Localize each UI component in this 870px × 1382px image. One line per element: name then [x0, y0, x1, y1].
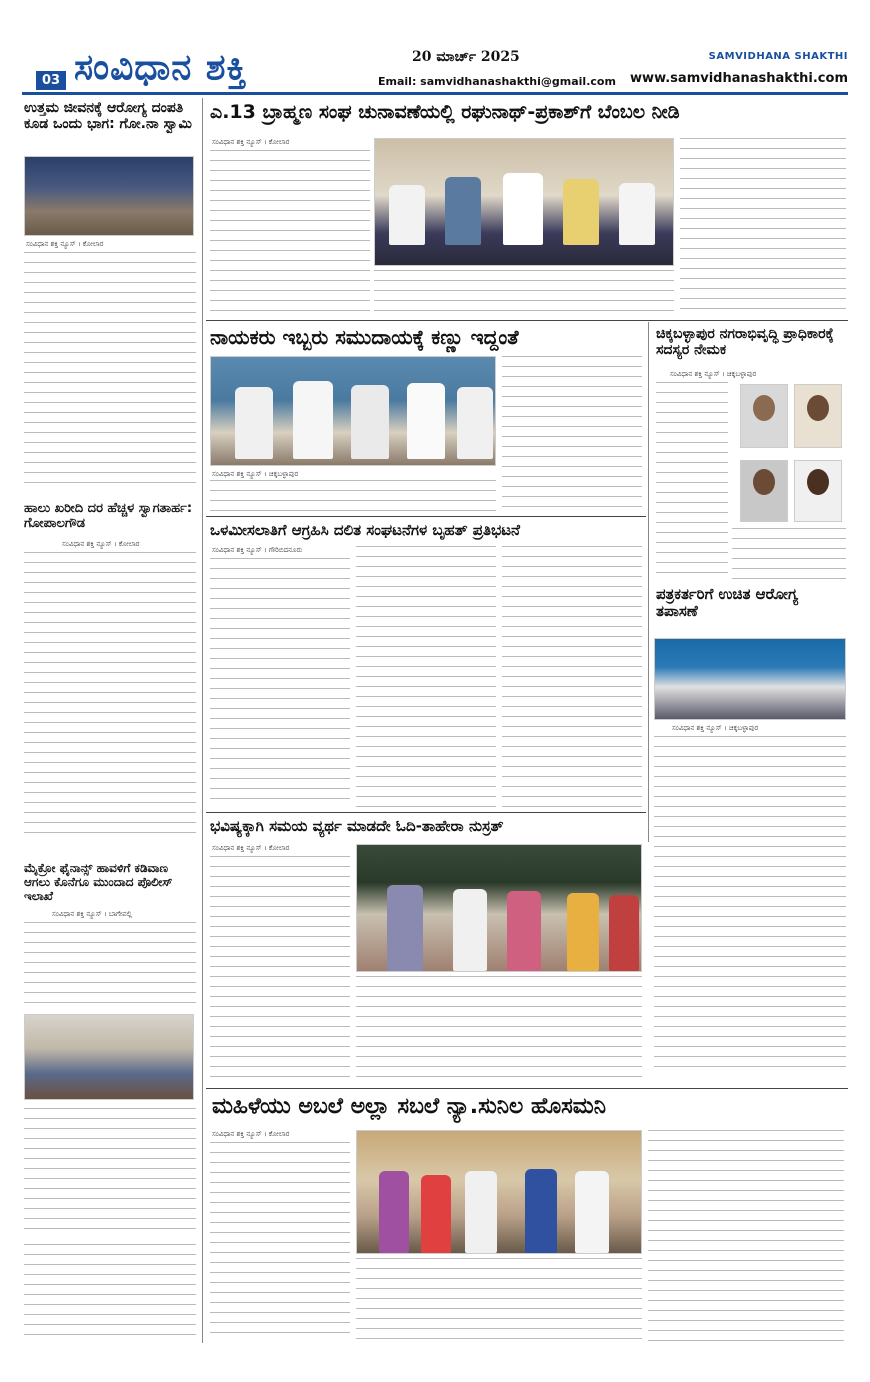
article-brahmin-sangha	[206, 98, 848, 318]
article-health-couple	[22, 98, 198, 498]
body-lines	[24, 552, 196, 837]
person-figure	[421, 1175, 451, 1253]
person-figure	[389, 185, 425, 245]
body-lines	[356, 1258, 642, 1342]
headline: ಚಿಕ್ಕಬಳ್ಳಾಪುರ ನಗರಾಭಿವೃದ್ಧಿ ಪ್ರಾಧಿಕಾರಕ್ಕೆ ಸದಸ್ಯರ ನೇಮಕ	[656, 326, 834, 359]
person-figure	[507, 891, 541, 971]
body-lines	[24, 252, 196, 492]
headline: ಉತ್ತಮ ಜೀವನಕ್ಕೆ ಆರೋಗ್ಯ ದಂಪತಿ ಕೂಡ ಒಂದು ಭಾಗ: ಗೋ.ನಾ ಸ್ವಾಮಿ	[24, 100, 192, 133]
headline: ಎ.13 ಬ್ರಾಹ್ಮಣ ಸಂಘ ಚುನಾವಣೆಯಲ್ಲಿ ರಘುನಾಥ್-ಪ್ರಕಾಶ್‌ಗೆ ಬೆಂಬಲ ನೀಡಿ	[210, 101, 680, 123]
contact-email: Email: samvidhanashakthi@gmail.com	[378, 75, 616, 88]
person-figure	[575, 1171, 609, 1253]
byline: ಸಂವಿಧಾನ ಶಕ್ತಿ ನ್ಯೂಸ್ । ಕೋಲಾರ	[212, 844, 290, 852]
article-micro-finance	[22, 860, 198, 1240]
section-rule	[206, 516, 646, 517]
person-figure	[387, 885, 423, 971]
article-photo	[24, 156, 194, 236]
body-lines	[356, 546, 496, 808]
article-dalit-protest	[206, 518, 646, 810]
byline: ಸಂವಿಧಾನ ಶಕ್ತಿ ನ್ಯೂಸ್ । ಬಾಗೇಪಲ್ಲಿ	[52, 910, 132, 918]
section-rule	[206, 1088, 848, 1089]
person-figure	[609, 895, 639, 971]
byline: ಸಂವಿಧಾನ ಶಕ್ತಿ ನ್ಯೂಸ್ । ಕೋಲಾರ	[26, 240, 104, 248]
member-portrait	[794, 460, 842, 522]
person-figure	[465, 1171, 497, 1253]
article-tahera-nusrat	[206, 814, 646, 1086]
column-divider	[202, 98, 203, 1343]
body-lines	[210, 480, 496, 514]
masthead	[22, 45, 848, 93]
article-journalist-health	[652, 582, 848, 1082]
body-lines	[210, 558, 350, 808]
brand-latin: SAMVIDHANA SHAKTHI	[708, 51, 848, 62]
article-cuda-members	[652, 322, 848, 580]
article-photo	[654, 638, 846, 720]
person-figure	[567, 893, 599, 971]
body-lines	[648, 1130, 844, 1342]
headline: ನಾಯಕರು ಇಬ್ಬರು ಸಮುದಾಯಕ್ಕೆ ಕಣ್ಣು ಇದ್ದಂತೆ	[210, 325, 519, 349]
byline: ಸಂವಿಧಾನ ಶಕ್ತಿ ನ್ಯೂಸ್ । ಚಿಕ್ಕಬಳ್ಳಾಪುರ	[672, 724, 759, 732]
body-lines	[502, 356, 642, 514]
body-lines	[680, 138, 846, 318]
article-photo	[24, 1014, 194, 1100]
person-figure	[503, 173, 543, 245]
member-portrait	[740, 384, 788, 448]
section-rule	[206, 812, 646, 813]
byline: ಸಂವಿಧಾನ ಶಕ್ತಿ ನ್ಯೂಸ್ । ಗೌರಿಬಿದನೂರು	[212, 546, 303, 554]
person-figure	[293, 381, 333, 459]
article-photo	[356, 844, 642, 972]
body-lines	[732, 528, 846, 580]
continued-lines	[24, 1244, 196, 1344]
headline: ಒಳಮೀಸಲಾತಿಗೆ ಆಗ್ರಹಿಸಿ ದಲಿತ ಸಂಘಟನೆಗಳ ಬೃಹತ್ ಪ್ರತಿಭಟನೆ	[210, 521, 520, 539]
member-portrait	[794, 384, 842, 448]
article-nayakaru	[206, 322, 644, 514]
website-link[interactable]: www.samvidhanashakthi.com	[630, 71, 848, 86]
person-figure	[407, 383, 445, 459]
body-lines	[210, 150, 370, 318]
member-portrait	[740, 460, 788, 522]
newspaper-logo: ಸಂವಿಧಾನ ಶಕ್ತಿ	[74, 47, 248, 88]
article-milk-price	[22, 500, 198, 840]
byline: ಸಂವಿಧಾನ ಶಕ್ತಿ ನ್ಯೂಸ್ । ಕೋಲಾರ	[212, 138, 290, 146]
masthead-rule	[22, 92, 848, 95]
person-figure	[563, 179, 599, 245]
person-figure	[619, 183, 655, 245]
article-women-empowerment	[206, 1090, 848, 1348]
body-lines	[210, 856, 350, 1082]
byline: ಸಂವಿಧಾನ ಶಕ್ತಿ ನ್ಯೂಸ್ । ಚಿಕ್ಕಬಳ್ಳಾಪುರ	[212, 470, 299, 478]
person-figure	[235, 387, 273, 459]
headline: ಮಹಿಳೆಯು ಅಬಲೆ ಅಲ್ಲಾ ಸಬಲೆ ನ್ಯಾ.ಸುನಿಲ ಹೊಸಮನಿ	[212, 1094, 606, 1119]
headline: ಪತ್ರಕರ್ತರಿಗೆ ಉಚಿತ ಆರೋಗ್ಯ ತಪಾಸಣೆ	[656, 585, 799, 621]
person-figure	[457, 387, 493, 459]
person-figure	[379, 1171, 409, 1253]
body-lines	[24, 922, 196, 1012]
person-figure	[453, 889, 487, 971]
headline: ಮೈಕ್ರೋ ಫೈನಾನ್ಸ್ ಹಾವಳಿಗೆ ಕಡಿವಾಣ ಆಗಲು ಕೊನೆಗೂ ಮುಂದಾದ ಪೊಲೀಸ್ ಇಲಾಖೆ	[24, 861, 173, 903]
article-photo	[356, 1130, 642, 1254]
body-lines	[374, 270, 674, 318]
headline: ಭವಿಷ್ಯಕ್ಕಾಗಿ ಸಮಯ ವ್ಯರ್ಥ ಮಾಡದೇ ಓದಿ-ತಾಹೇರಾ ನುಸ್ರತ್	[210, 817, 504, 835]
issue-date: 20 ಮಾರ್ಚ್ 2025	[412, 49, 520, 65]
column-divider	[648, 322, 649, 842]
article-photo	[210, 356, 496, 466]
article-photo	[374, 138, 674, 266]
person-figure	[445, 177, 481, 245]
body-lines	[656, 382, 728, 580]
body-lines	[24, 1108, 196, 1238]
byline: ಸಂವಿಧಾನ ಶಕ್ತಿ ನ್ಯೂಸ್ । ಚಿಕ್ಕಬಳ್ಳಾಪುರ	[670, 370, 757, 378]
person-figure	[351, 385, 389, 459]
headline: ಹಾಲು ಖರೀದಿ ದರ ಹೆಚ್ಚಳ ಸ್ವಾಗತಾರ್ಹ: ಗೋಪಾಲಗೌಡ	[24, 501, 193, 531]
body-lines	[654, 736, 846, 1076]
byline: ಸಂವಿಧಾನ ಶಕ್ತಿ ನ್ಯೂಸ್ । ಕೋಲಾರ	[62, 540, 140, 548]
person-figure	[525, 1169, 557, 1253]
body-lines	[356, 976, 642, 1082]
body-lines	[210, 1142, 350, 1342]
section-rule	[206, 320, 848, 321]
body-lines	[502, 546, 642, 808]
byline: ಸಂವಿಧಾನ ಶಕ್ತಿ ನ್ಯೂಸ್ । ಕೋಲಾರ	[212, 1130, 290, 1138]
page-number: 03	[36, 71, 66, 90]
